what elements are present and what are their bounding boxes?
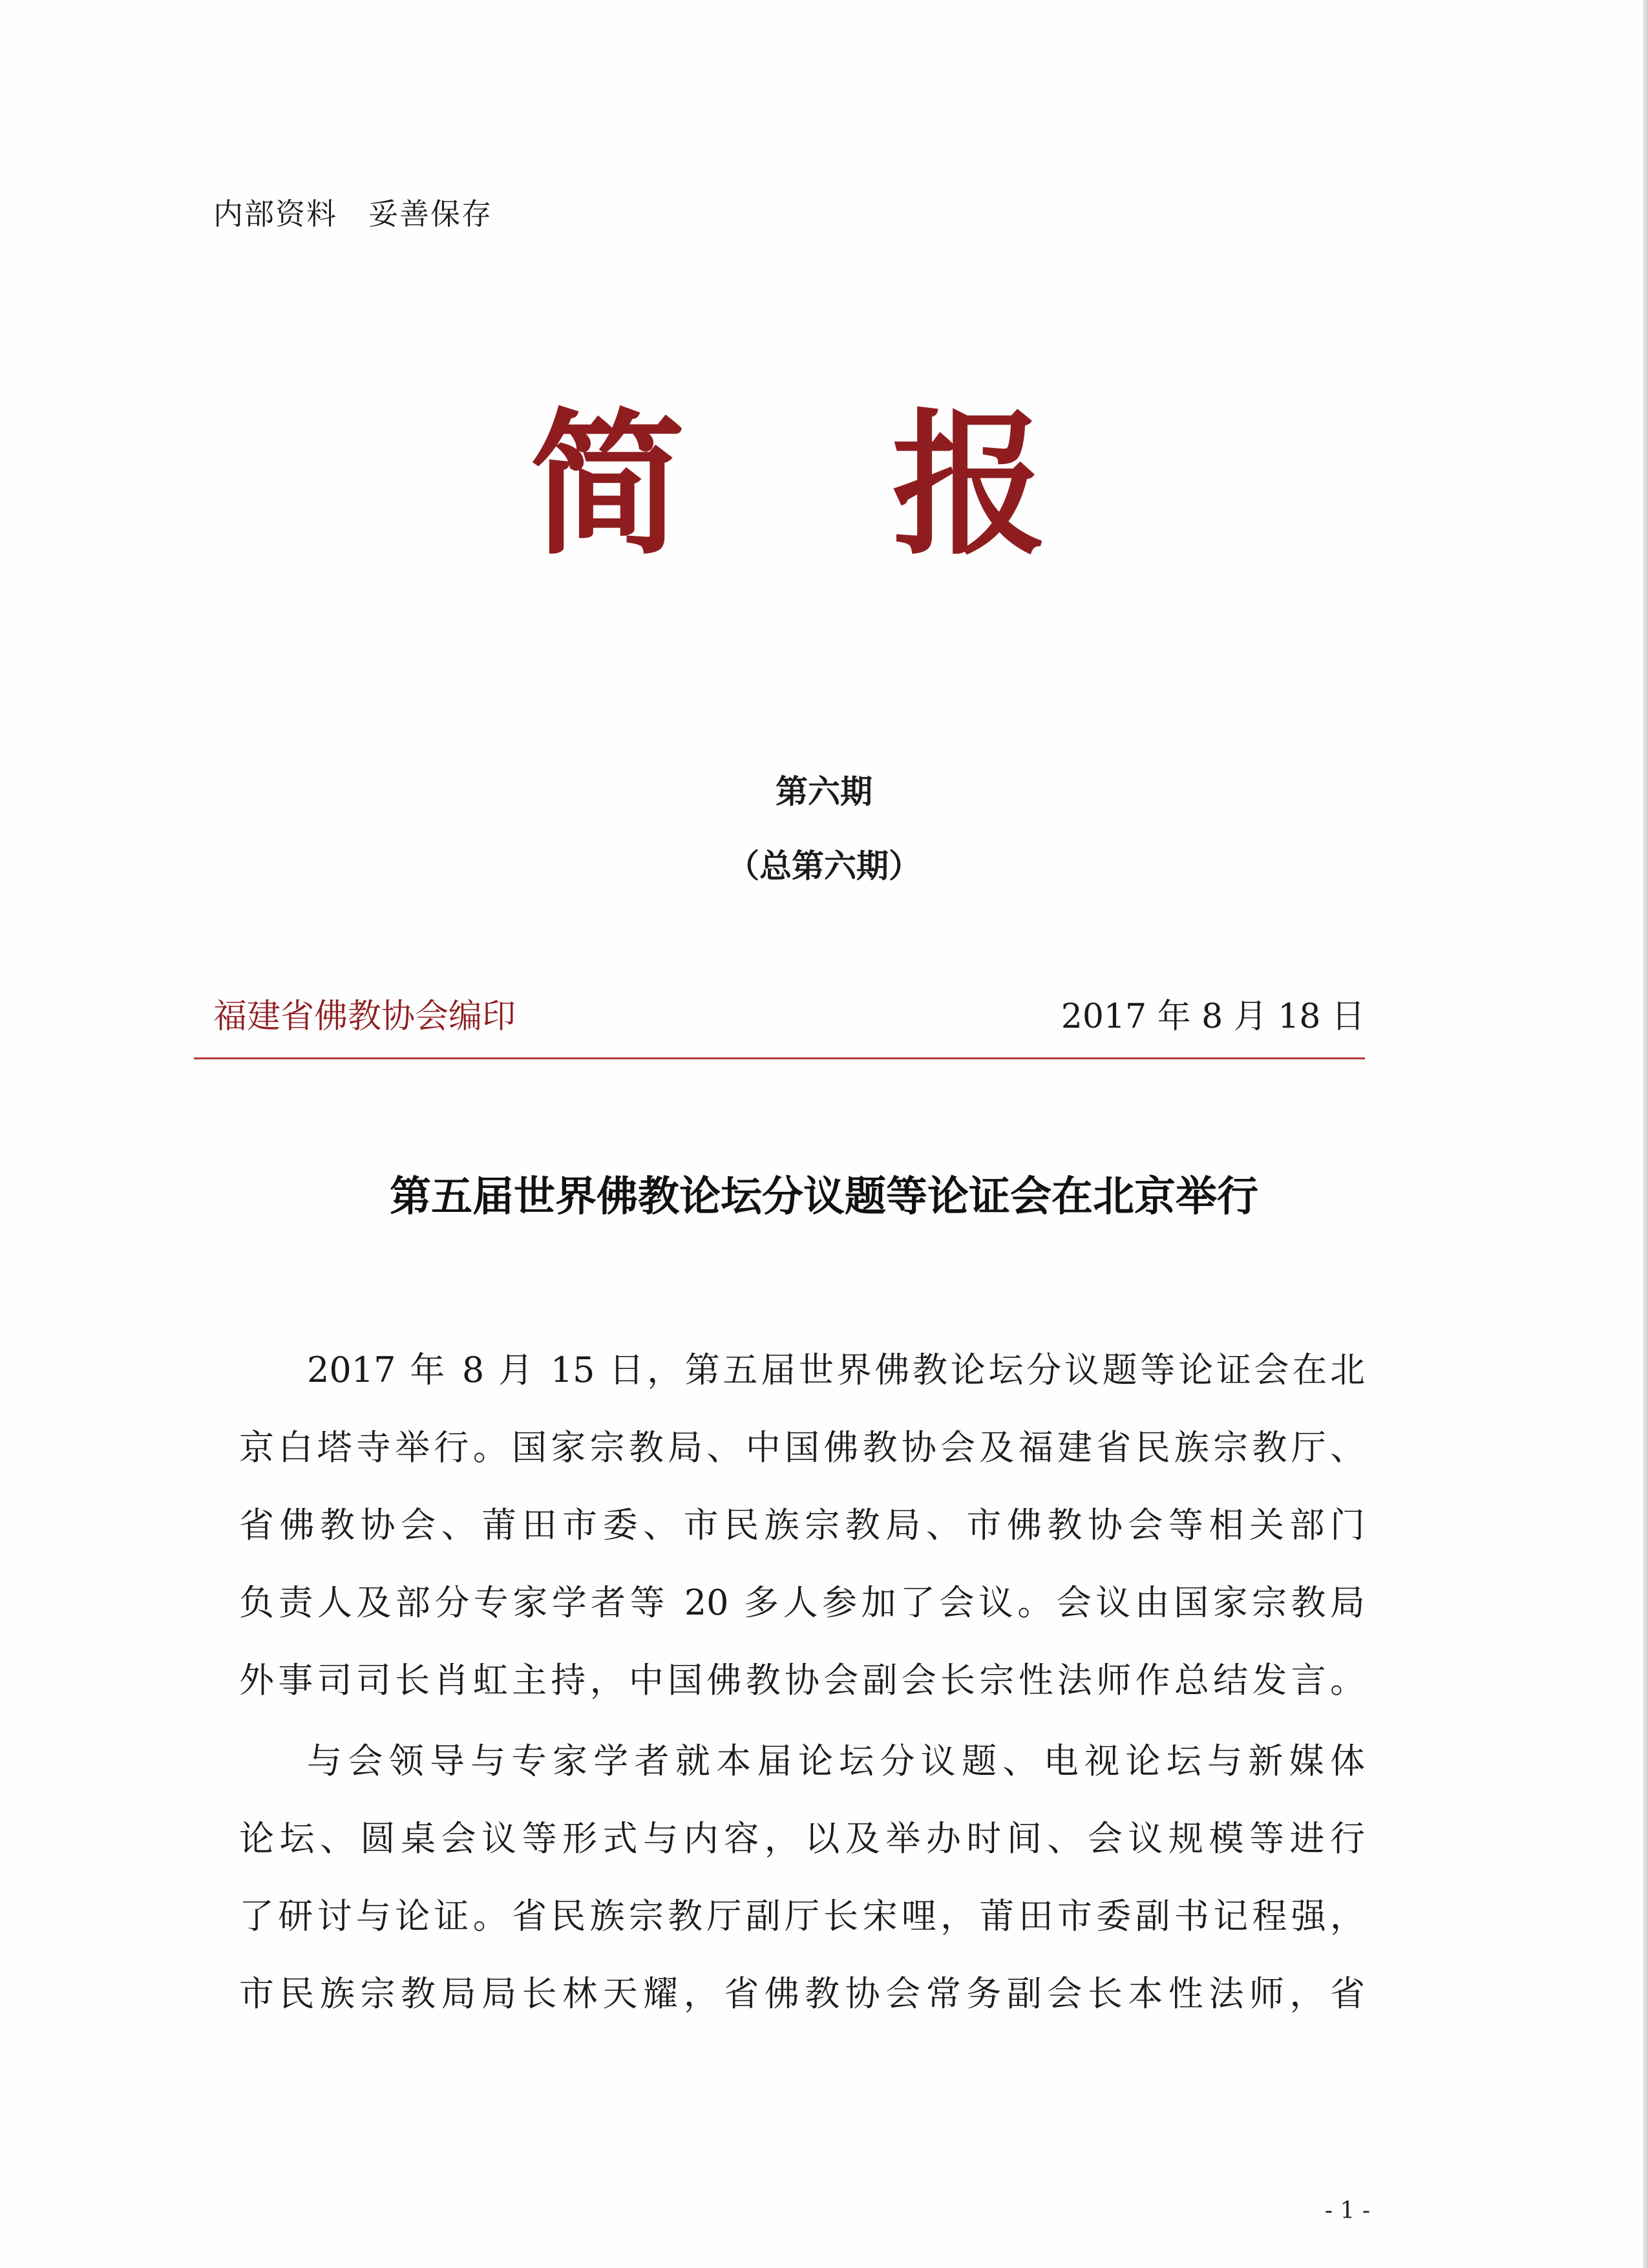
page-number: - 1 - bbox=[1324, 2198, 1370, 2224]
issue-total: （总第六期） bbox=[727, 847, 921, 885]
issue-number: 第六期 bbox=[776, 772, 872, 811]
body-line: 与会领导与专家学者就本届论坛分议题、电视论坛与新媒体 bbox=[307, 1742, 1365, 1781]
article-title: 第五届世界佛教论坛分议题等论证会在北京举行 bbox=[390, 1172, 1258, 1221]
body-line: 2017 年 8 月 15 日，第五届世界佛教论坛分议题等论证会在北 bbox=[307, 1351, 1365, 1390]
body-line: 市民族宗教局局长林天耀，省佛教协会常务副会长本性法师，省 bbox=[239, 1975, 1365, 2013]
body-line: 负责人及部分专家学者等 20 多人参加了会议。会议由国家宗教局 bbox=[239, 1584, 1365, 1622]
classification-label: 内部资料 妥善保存 bbox=[213, 196, 492, 231]
body-line: 了研讨与论证。省民族宗教厅副厅长宋哩，莆田市委副书记程强， bbox=[239, 1897, 1365, 1936]
publisher: 福建省佛教协会编印 bbox=[213, 997, 516, 1036]
scan-edge bbox=[1643, 0, 1648, 2268]
body-line: 外事司司长肖虹主持，中国佛教协会副会长宗性法师作总结发言。 bbox=[239, 1661, 1365, 1700]
masthead bbox=[0, 394, 1648, 576]
body-line: 省佛教协会、莆田市委、市民族宗教局、市佛教协会等相关部门 bbox=[239, 1506, 1365, 1545]
publication-date: 2017 年 8 月 18 日 bbox=[1061, 997, 1365, 1036]
red-divider bbox=[194, 1057, 1365, 1059]
body-line: 论坛、圆桌会议等形式与内容，以及举办时间、会议规模等进行 bbox=[239, 1819, 1365, 1858]
body-line: 京白塔寺举行。国家宗教局、中国佛教协会及福建省民族宗教厅、 bbox=[239, 1428, 1365, 1467]
masthead-char-2: 报 bbox=[892, 394, 1048, 576]
masthead-char-1: 简 bbox=[530, 394, 686, 576]
